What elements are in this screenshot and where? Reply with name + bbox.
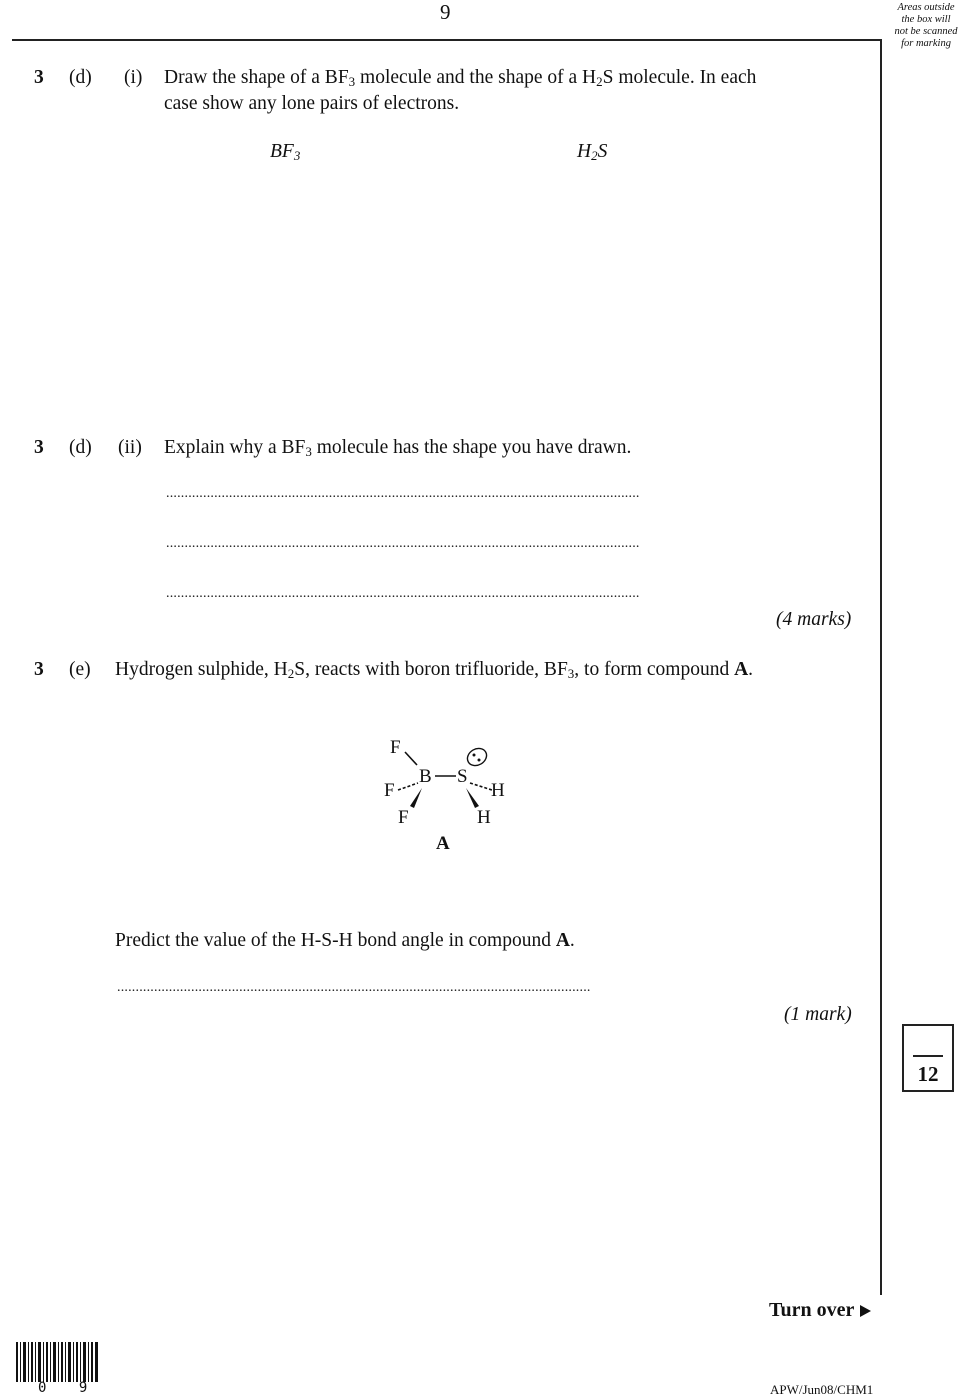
text-segment: S: [597, 141, 608, 162]
subscript: 2: [591, 148, 598, 163]
text-segment: S, reacts with boron trifluoride, BF: [294, 659, 568, 680]
compound-label: A: [734, 659, 749, 680]
atom-b: B: [419, 766, 432, 787]
drawing-area-bf3[interactable]: [160, 175, 470, 415]
question-part: (d): [69, 67, 92, 88]
text-segment: , to form compound: [574, 659, 735, 680]
marks-label: (1 mark): [784, 1004, 852, 1025]
answer-line[interactable]: ................................................................................................................................: [117, 980, 591, 995]
text-segment: molecule has the shape you have drawn.: [311, 437, 632, 458]
subscript: 3: [348, 74, 356, 89]
page-number: 9: [440, 0, 451, 24]
atom-f: F: [398, 807, 409, 828]
margin-note-line: Areas outside: [897, 2, 955, 13]
page-score-box: [902, 1024, 954, 1092]
text-segment: S molecule. In each: [602, 67, 757, 88]
barcode-icon: [16, 1342, 98, 1382]
text-segment: Turn over: [769, 1299, 855, 1321]
h2s-drawing-label: [577, 140, 607, 164]
question-number: 3: [34, 437, 44, 458]
lone-pair-electron: [478, 759, 481, 762]
paper-code: APW/Jun08/CHM1: [770, 1382, 874, 1397]
atom-f: F: [384, 780, 395, 801]
bond-s-h-wedge: [466, 788, 479, 808]
question-number: 3: [34, 67, 44, 88]
arrow-right-icon: [860, 1305, 871, 1317]
score-box-value: 12: [917, 1062, 939, 1086]
question-3d-ii-text: [164, 436, 631, 460]
atom-s: S: [457, 766, 468, 787]
marks-label: (4 marks): [776, 609, 852, 630]
answer-line[interactable]: ................................................................................................................................: [166, 536, 640, 551]
question-3d-i-text-line2: case show any lone pairs of electrons.: [164, 93, 460, 114]
lone-pair: [464, 745, 489, 769]
compound-a-structure: [370, 730, 530, 860]
subscript: 3: [567, 666, 575, 681]
structure-label: A: [436, 833, 450, 854]
question-subpart: (ii): [118, 437, 142, 458]
bond-f-b-hashed: [398, 783, 418, 790]
lone-pair-electron: [473, 754, 476, 757]
margin-note: [890, 2, 960, 50]
answer-line[interactable]: ................................................................................................................................: [166, 586, 640, 601]
question-3e-predict-text: [115, 929, 575, 953]
turn-over-label: [769, 1299, 871, 1322]
margin-note-line: the box will: [901, 14, 951, 25]
subscript: 2: [596, 74, 603, 89]
question-part: (d): [69, 437, 92, 458]
atom-h: H: [491, 780, 505, 801]
subscript: 3: [305, 444, 312, 459]
compound-label: A: [555, 930, 570, 951]
text-segment: .: [748, 659, 754, 680]
text-segment: Hydrogen sulphide, H: [115, 659, 288, 680]
bond-s-h-hashed: [470, 783, 492, 790]
question-3e-text: [115, 658, 753, 682]
margin-note-line: for marking: [901, 38, 951, 49]
question-part: (e): [69, 659, 91, 680]
text-segment: H: [577, 141, 592, 162]
text-segment: Explain why a BF: [164, 437, 306, 458]
text-segment: BF: [270, 141, 294, 162]
question-number: 3: [34, 659, 44, 680]
score-box-rule: [913, 1055, 943, 1057]
question-3d-i-text-line1: [164, 66, 756, 90]
bond-f-b-plain: [405, 752, 417, 765]
atom-h: H: [477, 807, 491, 828]
atom-f: F: [390, 737, 401, 758]
page-id: 0 9: [38, 1380, 100, 1396]
text-segment: molecule and the shape of a H: [355, 67, 597, 88]
text-segment: Draw the shape of a BF: [164, 67, 349, 88]
bond-b-f-wedge: [410, 788, 422, 808]
text-segment: .: [569, 930, 575, 951]
answer-line[interactable]: ................................................................................................................................: [166, 486, 640, 501]
question-subpart: (i): [124, 67, 143, 88]
bf3-drawing-label: [270, 140, 300, 164]
subscript: 2: [287, 666, 295, 681]
text-segment: Predict the value of the H-S-H bond angle in compound: [115, 930, 556, 951]
subscript: 3: [293, 148, 301, 163]
top-rule: [12, 39, 880, 41]
margin-note-line: not be scanned: [894, 26, 958, 37]
drawing-area-h2s[interactable]: [480, 175, 860, 415]
margin-rule: [880, 39, 882, 1295]
